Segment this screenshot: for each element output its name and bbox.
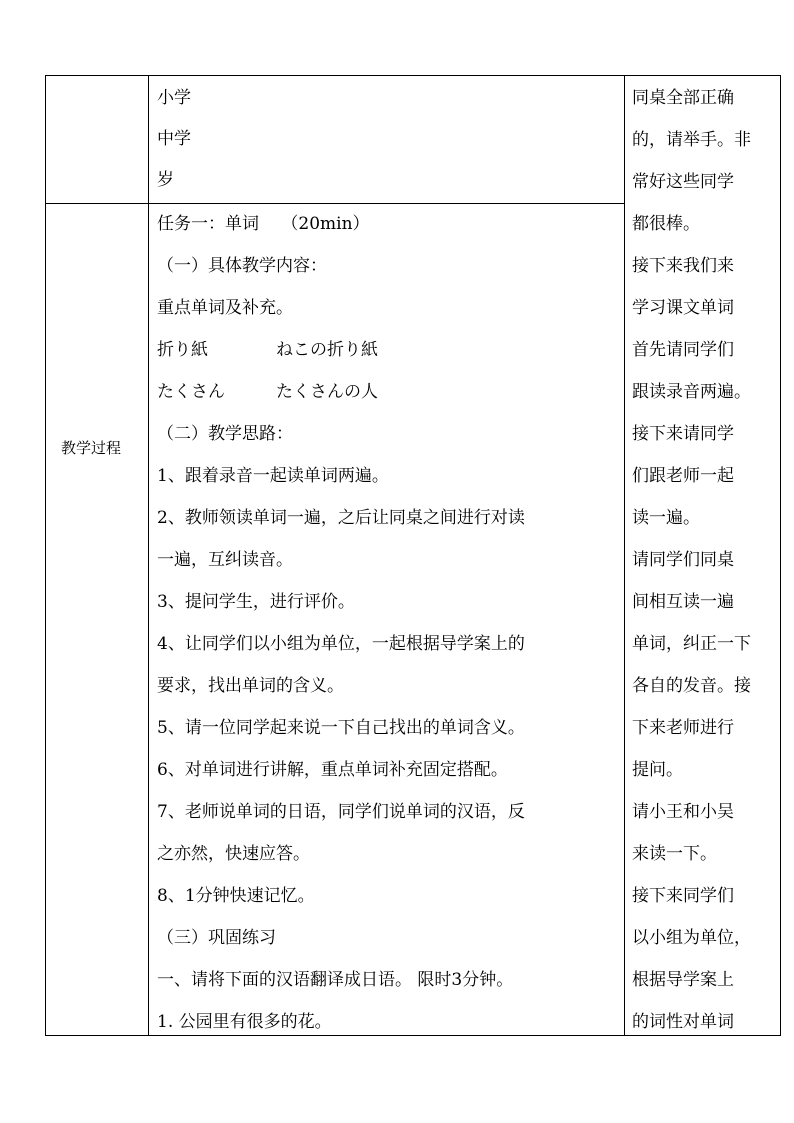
content-line: 1. 公园里有很多的花。: [157, 1012, 332, 1032]
column-divider-1: [148, 75, 149, 1036]
row1-line: 小学: [157, 88, 191, 108]
section-label-teaching-process: 教学过程: [61, 439, 122, 457]
row1-line: 岁: [157, 170, 174, 190]
content-line: 1、跟着录音一起读单词两遍。: [157, 466, 389, 486]
content-line: 要求，找出单词的含义。: [157, 676, 344, 696]
script-line: 根据导学案上: [632, 970, 734, 990]
script-line: 读一遍。: [632, 508, 700, 528]
script-line: 接下来我们来: [632, 256, 734, 276]
content-line: 4、让同学们以小组为单位，一起根据导学案上的: [157, 634, 525, 654]
script-line: 接下来请同学: [632, 424, 734, 444]
content-line: 任务一：单词 （20min）: [157, 214, 370, 234]
content-line: 3、提问学生，进行评价。: [157, 592, 355, 612]
script-line: 常好这些同学: [632, 172, 734, 192]
script-line: 以小组为单位，: [632, 928, 751, 948]
table-right-border: [780, 75, 781, 1036]
script-line: 的，请举手。非: [632, 130, 751, 150]
script-line: 都很棒。: [632, 214, 700, 234]
content-line: 重点单词及补充。: [157, 298, 293, 318]
script-line: 来读一下。: [632, 844, 717, 864]
content-line: 2、教师领读单词一遍，之后让同桌之间进行对读: [157, 508, 525, 528]
script-line: 各自的发音。接: [632, 676, 751, 696]
content-line: 7、老师说单词的日语，同学们说单词的汉语，反: [157, 802, 525, 822]
content-line: 折り紙 ねこの折り紙: [157, 340, 378, 360]
row-divider: [45, 203, 625, 204]
script-line: 请小王和小吴: [632, 802, 734, 822]
script-line: 提问。: [632, 760, 683, 780]
script-line: 下来老师进行: [632, 718, 734, 738]
script-line: 单词，纠正一下: [632, 634, 751, 654]
content-line: 一、请将下面的汉语翻译成日语。 限时3分钟。: [157, 970, 514, 990]
script-line: 接下来同学们: [632, 886, 734, 906]
content-line: （二）教学思路：: [157, 424, 293, 444]
column-divider-2: [624, 75, 625, 1036]
script-line: 请同学们同桌: [632, 550, 734, 570]
content-line: 一遍，互纠读音。: [157, 550, 293, 570]
script-line: 同桌全部正确: [632, 88, 734, 108]
content-line: 之亦然，快速应答。: [157, 844, 310, 864]
script-line: 跟读录音两遍。: [632, 382, 751, 402]
script-line: 间相互读一遍: [632, 592, 734, 612]
content-line: （三）巩固练习: [157, 928, 276, 948]
content-line: 8、1分钟快速记忆。: [157, 886, 315, 906]
content-line: 5、请一位同学起来说一下自己找出的单词含义。: [157, 718, 525, 738]
script-line: 学习课文单词: [632, 298, 734, 318]
content-line: （一）具体教学内容：: [157, 256, 327, 276]
script-line: 们跟老师一起: [632, 466, 734, 486]
content-line: 6、对单词进行讲解，重点单词补充固定搭配。: [157, 760, 508, 780]
table-top-border: [45, 75, 781, 76]
content-line: たくさん たくさんの人: [157, 382, 378, 402]
row1-line: 中学: [157, 129, 191, 149]
script-line: 首先请同学们: [632, 340, 734, 360]
table-bottom-border: [45, 1035, 781, 1036]
table-left-border: [45, 75, 46, 1036]
script-line: 的词性对单词: [632, 1012, 734, 1032]
